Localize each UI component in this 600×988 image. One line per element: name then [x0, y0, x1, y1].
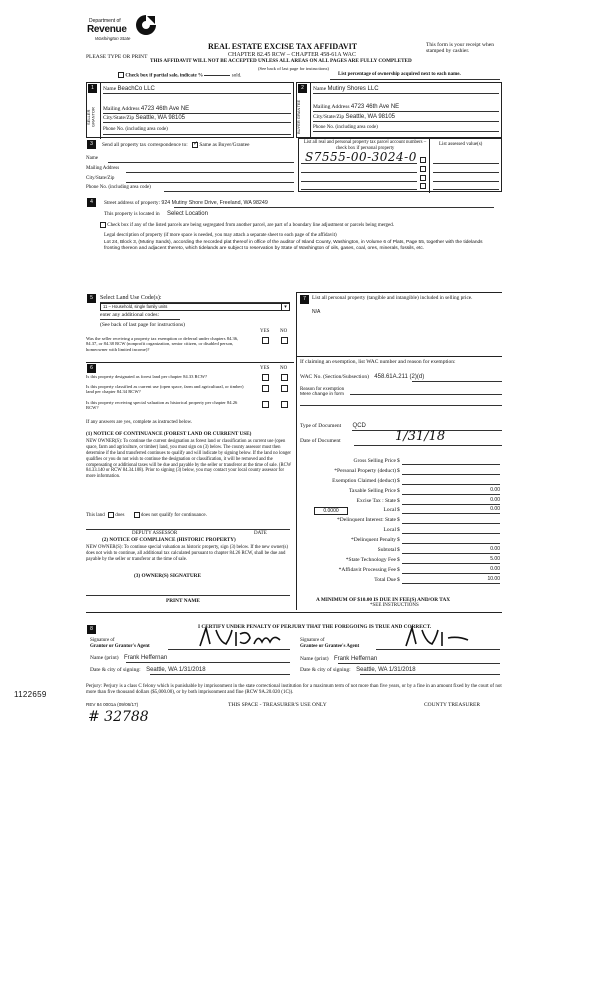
s5-q1: Was the seller receiving a property tax exemption or deferral under chapters 84.36, 84.37, or 84.38 RCW (nonprofit organization, senior citizen, or disabled person, homeowner with limited income)?: [86, 336, 239, 352]
currency-symbol: $: [397, 577, 400, 583]
deputy-assessor-label: DEPUTY ASSESSOR: [132, 531, 178, 536]
currency-symbol: $: [397, 507, 400, 513]
corr-name-label: Name: [86, 156, 98, 161]
total-field[interactable]: 10.00: [402, 577, 500, 584]
currency-symbol: $: [397, 478, 400, 484]
s6-q1-no-checkbox[interactable]: [281, 374, 288, 381]
additional-codes-label: enter any additional codes:: [100, 312, 160, 318]
grantor-signature: [196, 624, 284, 654]
qualify-label: qualify for continuance.: [158, 513, 207, 519]
print-name-label: PRINT NAME: [166, 598, 200, 604]
notice2-body: NEW OWNER(S): To continue special valuation as historic property, sign (3) below. If the new owner(s) does not wish to continue, all additional tax calculated pursuant to chapter 84.26 RCW, shall be due and payable by the seller or transferor at the time of sale.: [86, 545, 289, 562]
grantor-name-field[interactable]: Frank Heffernan: [123, 655, 168, 661]
buyer-mailing-label: Mailing Address: [313, 104, 350, 110]
seller-phone-label: Phone No. (including area code): [103, 127, 168, 132]
doc-type-field[interactable]: QCD: [352, 423, 366, 429]
local-label: Local: [383, 507, 396, 513]
seller-side-label: SELLER GRANTOR: [86, 107, 96, 127]
county-treasurer-label: COUNTY TREASURER: [424, 702, 481, 708]
doc-type-label: Type of Document: [300, 423, 342, 429]
reason-field[interactable]: Mere change in form: [300, 392, 344, 397]
receipt-note: This form is your receipt when stamped by cashier.: [426, 42, 494, 55]
taxable-label: Taxable Selling Price: [349, 488, 396, 494]
seller-city-row: [103, 115, 289, 122]
legal-label: Legal description of property (if more space is needed, you may attach a separate sheet to each page of the affidavit): [104, 233, 337, 238]
legal-description[interactable]: Lot 24, Block 3, (Mutiny Sands), according the recorded plat thereof in office of the auditor of Island County, Washington, in Volume 6 of Plats, Page 55, together with the tidelands fronting thereon and adjacent thereto, which tidelands are subject to reservation by State of Washington of oils, gases, coal, ores, minerals, fossils, etc.: [104, 240, 483, 252]
currency-symbol: $: [397, 527, 400, 533]
parcel-3-personal-checkbox[interactable]: [420, 175, 426, 181]
segregated-label: Check box if any of the listed parcels are being segregated from another parcel, are part of a boundary line adjustment or parcels being merged.: [107, 223, 394, 229]
location-select[interactable]: Select Location: [166, 211, 208, 217]
certification-section: [86, 612, 502, 684]
perjury-text: Perjury: Perjury is a class C felony which is punishable by imprisonment in the state correctional institution for a maximum term of not more than five years, or by a fine in an amount fixed by the court of not more than five thousand dollars ($5,000.00), or by both imprisonment and fine (RCW 9A.20.020 (1C)).: [86, 684, 502, 696]
s6-q1: Is this property designated as forest land per chapter 84.33 RCW?: [86, 374, 208, 379]
di-local-label: Local: [383, 527, 396, 533]
partial-sale-checkbox[interactable]: [118, 72, 124, 78]
parcel-1-personal-checkbox[interactable]: [420, 157, 426, 163]
delinquent-penalty-label: *Delinquent Penalty: [350, 537, 396, 543]
see-back: (See back of last page for instructions): [258, 66, 329, 71]
rev-number: REV 84 0001a (09/06/17): [86, 702, 139, 707]
assessed-header: List assessed value(s): [439, 142, 483, 147]
corr-phone-field[interactable]: [164, 191, 294, 192]
parcel-table: [298, 138, 502, 192]
subtotal-label: Subtotal: [377, 547, 396, 553]
dept-line2: Revenue: [87, 24, 127, 35]
excise-state-field[interactable]: 0.00: [402, 498, 500, 505]
street-field[interactable]: 924 Mutiny Shore Drive, Freeland, WA 98249: [161, 200, 268, 206]
tech-fee-field[interactable]: 5.00: [402, 557, 500, 564]
taxable-field[interactable]: 0.00: [402, 488, 500, 495]
personal-property-value[interactable]: N/A: [312, 309, 321, 315]
buyer-city-field[interactable]: Seattle, WA 98105: [345, 114, 396, 120]
does-not-label: does not: [140, 513, 158, 519]
s6-no-header: NO: [280, 366, 288, 371]
s5-no-header: NO: [280, 329, 288, 334]
segregated-row: [100, 222, 394, 229]
section-1-badge: 1: [88, 84, 97, 93]
section-2-badge: 2: [298, 84, 307, 93]
owner-print-name-line[interactable]: [86, 595, 290, 596]
does-not-checkbox[interactable]: [134, 512, 140, 518]
parcel-4-personal-checkbox[interactable]: [420, 183, 426, 189]
grantee-name-label: Name (print): [300, 656, 329, 662]
stamp-number: 1122659: [14, 690, 47, 699]
buyer-side-label: BUYER GRANTEE: [296, 99, 301, 135]
gross-label: Gross Selling Price: [353, 458, 396, 464]
currency-symbol: $: [397, 517, 400, 523]
certify-statement: I CERTIFY UNDER PENALTY OF PERJURY THAT THE FOREGOING IS TRUE AND CORRECT.: [198, 624, 432, 630]
owner-signature-label: (3) OWNER(S) SIGNATURE: [134, 573, 201, 579]
parcel-2-personal-checkbox[interactable]: [420, 166, 426, 172]
notice1-body: NEW OWNER(S): To continue the current designation as forest land or classification as current use (open space, farm and agriculture, or timber) land, you must sign on (3) below. The county assessor must then determine if the land transferred continues to qualify and will indicate by signing below. If the land no longer qualifies or you do not wish to continue the designation or classification, it will be removed and the compensating or additional taxes will be due and payable by the seller or transferor at the time of sale. (RCW 84.33.140 or RCW 84.34.108). Prior to signing (3) below, you may contact your local county assessor for more information.: [86, 439, 292, 480]
s6-q1-yes-checkbox[interactable]: [262, 374, 269, 381]
buyer-mailing-row: [313, 104, 499, 111]
seller-mailing-row: [103, 106, 289, 113]
please-type: PLEASE TYPE OR PRINT: [86, 54, 148, 60]
grantee-date-row: [300, 667, 416, 674]
section-8-badge: 8: [87, 625, 96, 634]
seller-city-label: City/State/Zip: [103, 115, 135, 121]
checkmark-icon: ✓: [193, 140, 199, 147]
see-instructions: *SEE INSTRUCTIONS: [370, 603, 419, 608]
buyer-city-label: City/State/Zip: [313, 114, 345, 120]
s6-q3: Is this property receiving special valuation as historical property per chapter 84.26 RCW?: [86, 400, 238, 411]
minimum-note: A MINIMUM OF $10.00 IS DUE IN FEE(S) AND/OR TAX: [316, 597, 451, 603]
if-any-yes: If any answers are yes, complete as instructed below.: [86, 420, 193, 425]
located-row: [104, 211, 208, 218]
seller-name-row: [103, 86, 289, 93]
personal-property-label: List all personal property (tangible and intangible) included in selling price.: [312, 295, 473, 301]
section-7-badge: 7: [300, 295, 309, 304]
buyer-mailing-field[interactable]: 4723 46th Ave NE: [350, 104, 400, 110]
deputy-date-label: DATE: [254, 531, 267, 536]
currency-symbol: $: [397, 567, 400, 573]
form-notice: THIS AFFIDAVIT WILL NOT BE ACCEPTED UNLESS ALL AREAS ON ALL PAGES ARE FULLY COMPLETED: [150, 58, 412, 64]
currency-symbol: $: [397, 468, 400, 474]
seller-mailing-label: Mailing Address: [103, 106, 140, 112]
correspondence-label: Send all property tax correspondence to:: [102, 142, 188, 149]
same-as-buyer-checkbox[interactable]: [192, 142, 198, 148]
notice2-title: (2) NOTICE OF COMPLIANCE (HISTORIC PROPERTY): [102, 537, 236, 543]
treasurer-use-label: THIS SPACE - TREASURER'S USE ONLY: [228, 702, 327, 708]
grantor-sig-label2: Grantor or Grantor's Agent: [90, 644, 150, 649]
parcel-header: List all real and personal property tax parcel account numbers – check box if personal property: [303, 140, 427, 151]
this-land-label: This land: [86, 513, 105, 519]
land-use-see-back: (See back of last page for instructions): [100, 322, 185, 328]
continuance-row: [86, 512, 207, 519]
list-pct-note: List percentage of ownership acquired next to each name.: [338, 72, 461, 77]
tech-fee-label: *State Technology Fee: [345, 557, 396, 563]
correspondence-section: [86, 140, 502, 196]
grantee-signature: [402, 624, 472, 654]
section-5-badge: 5: [87, 294, 96, 303]
grantor-name-label: Name (print): [90, 655, 119, 661]
section-4-badge: 4: [87, 198, 96, 207]
grantee-sig-label1: Signature of: [300, 638, 325, 643]
delinquent-penalty-field[interactable]: [402, 543, 500, 544]
dept-line1: Department of: [89, 18, 121, 24]
seller-name-label: Name: [103, 86, 117, 92]
currency-symbol: $: [397, 537, 400, 543]
s5-q1-yes-checkbox[interactable]: [262, 337, 269, 344]
seller-city-field[interactable]: Seattle, WA 98105: [135, 115, 186, 121]
grantee-date-field[interactable]: Seattle, WA 1/31/2018: [356, 667, 416, 673]
buyer-name-row: [313, 86, 499, 93]
chevron-down-icon[interactable]: ▾: [281, 304, 289, 311]
correspondence-row: [102, 142, 249, 148]
seller-section: [86, 82, 294, 138]
currency-symbol: $: [397, 458, 400, 464]
corr-mailing-label: Mailing Address: [86, 166, 120, 171]
tax-calculation: [300, 458, 502, 588]
exemption-deduct-field[interactable]: [402, 484, 500, 485]
grantee-name-row: [300, 656, 377, 663]
additional-codes-field[interactable]: [100, 319, 180, 320]
personal-deduct-field[interactable]: [402, 474, 500, 475]
corr-name-field[interactable]: [108, 162, 294, 163]
total-label: Total Due: [374, 577, 396, 583]
land-use-label: Select Land Use Code(s):: [100, 295, 162, 301]
s6-q2-no-checkbox[interactable]: [281, 385, 288, 392]
segregated-checkbox[interactable]: [100, 222, 106, 228]
buyer-name-field[interactable]: Mutiny Shores LLC: [327, 86, 379, 92]
local-field[interactable]: 0.00: [402, 507, 500, 514]
perjury-note: [86, 684, 502, 697]
wac-field[interactable]: 458.61A.211 (2)(d): [374, 374, 425, 380]
dor-logo-icon: [135, 14, 157, 36]
same-as-buyer-label: Same as Buyer/Grantee: [199, 142, 250, 149]
corr-city-field[interactable]: [126, 182, 294, 183]
s6-q2-yes-checkbox[interactable]: [262, 385, 269, 392]
dor-logo: [87, 12, 159, 46]
grantee-sig-label2: Grantee or Grantee's Agent: [300, 644, 360, 649]
handwritten-number: # 32788: [88, 709, 149, 725]
does-checkbox[interactable]: [108, 512, 114, 518]
buyer-city-row: [313, 114, 499, 121]
currency-symbol: $: [397, 557, 400, 563]
grantee-name-field[interactable]: Frank Heffernan: [333, 656, 378, 662]
buyer-phone-label: Phone No. (including area code): [313, 125, 378, 130]
affidavit-fee-field[interactable]: 0.00: [402, 567, 500, 574]
buyer-section: [296, 82, 502, 138]
section-3-badge: 3: [87, 140, 96, 149]
partial-pct-field[interactable]: [204, 75, 230, 76]
forest-current-use-section: [86, 362, 294, 612]
dept-line3: Washington State: [95, 36, 131, 41]
grantor-name-row: [90, 655, 167, 662]
located-label: This property is located in: [104, 211, 160, 217]
section-6-badge: 6: [87, 364, 96, 373]
partial-sale-label: Check box if partial sale, indicate %: [125, 73, 204, 79]
seller-name-field[interactable]: BeachCo LLC: [117, 86, 155, 92]
affidavit-fee-label: *Affidavit Processing Fee: [338, 567, 396, 573]
partial-sale-row: [118, 72, 241, 79]
doc-date-label: Date of Document: [300, 438, 341, 444]
delinquent-interest-field[interactable]: [402, 523, 500, 524]
corr-phone-label: Phone No. (including area code): [86, 185, 151, 190]
personal-deduct-label: *Personal Property (deduct): [334, 468, 396, 474]
seller-mailing-field[interactable]: 4723 46th Ave NE: [140, 106, 190, 112]
land-use-select[interactable]: [100, 303, 290, 311]
parcel-number-handwritten: S7555-00-3024-0: [305, 150, 417, 164]
s6-q3-no-checkbox[interactable]: [281, 401, 288, 408]
grantor-sig-label1: Signature of: [90, 638, 115, 643]
wac-label: WAC No. (Section/Subsection): [300, 374, 369, 380]
currency-symbol: $: [397, 547, 400, 553]
corr-mailing-field[interactable]: [126, 172, 294, 173]
doc-type-row: [300, 423, 366, 430]
s6-q2: Is this property classified as current use (open space, farm and agricultural, or timber) land per chapter 84.34 RCW?: [86, 384, 244, 395]
s5-yes-header: YES: [260, 329, 270, 334]
buyer-name-label: Name: [313, 86, 327, 92]
street-label: Street address of property:: [104, 200, 161, 206]
property-section: [86, 198, 502, 290]
sold-label: sold.: [231, 73, 242, 79]
s6-yes-header: YES: [260, 366, 270, 371]
corr-city-label: City/State/Zip: [86, 176, 115, 181]
grantor-date-field[interactable]: Seattle, WA 1/31/2018: [146, 667, 206, 673]
grantor-date-row: [90, 667, 206, 674]
wac-row: [300, 374, 424, 381]
s5-q1-no-checkbox[interactable]: [281, 337, 288, 344]
doc-date-handwritten[interactable]: 1/31/18: [395, 429, 446, 444]
s6-q3-yes-checkbox[interactable]: [262, 401, 269, 408]
grantor-date-label: Date & city of signing:: [90, 667, 141, 673]
excise-state-label: Excise Tax : State: [356, 498, 396, 504]
exemption-deduct-label: Exemption Claimed (deduct): [332, 478, 396, 484]
di-local-field[interactable]: [402, 533, 500, 534]
exemption-claim-label: If claiming an exemption, list WAC number and reason for exemption:: [300, 359, 456, 365]
form-title: REAL ESTATE EXCISE TAX AFFIDAVIT: [208, 42, 358, 51]
local-rate-field[interactable]: 0.0000: [314, 507, 348, 515]
gross-field[interactable]: [402, 464, 500, 465]
land-use-value: 11 – Household, single family units: [103, 304, 168, 309]
delinquent-interest-label: *Delinquent Interest: State: [337, 517, 396, 523]
notice1-title: (1) NOTICE OF CONTINUANCE (FOREST LAND OR CURRENT USE): [86, 431, 252, 437]
reason-label: Reason for exemption: [300, 387, 345, 392]
land-use-section: [86, 294, 294, 358]
grantee-date-label: Date & city of signing:: [300, 667, 351, 673]
subtotal-field[interactable]: 0.00: [402, 547, 500, 554]
currency-symbol: $: [397, 488, 400, 494]
deputy-signature-line[interactable]: [86, 529, 290, 530]
street-row: [104, 200, 268, 206]
form-chapter: CHAPTER 82.45 RCW – CHAPTER 458-61A WAC: [228, 52, 356, 58]
currency-symbol: $: [397, 498, 400, 504]
does-label: does: [115, 513, 125, 519]
